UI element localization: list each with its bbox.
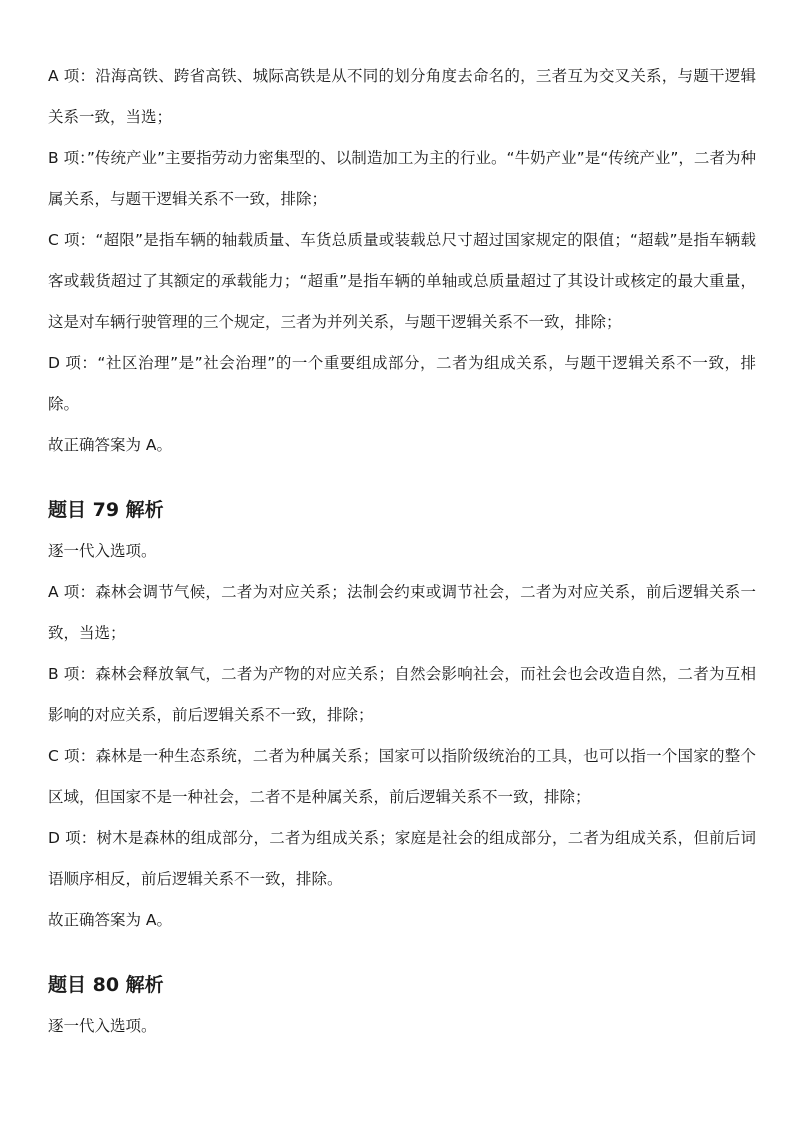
paragraph-intro: 逐一代入选项。 xyxy=(48,1017,157,1035)
section-title-79: 题目 79 解析 xyxy=(48,499,164,521)
paragraph-intro: 逐一代入选项。 xyxy=(48,542,157,560)
paragraph-option-d: D 项：“社区治理”是”社会治理”的一个重要组成部分，二者为组成关系，与题干逻辑关系不一致，排除。 xyxy=(48,354,756,413)
paragraph-option-b: B 项：森林会释放氧气，二者为产物的对应关系；自然会影响社会，而社会也会改造自然，二者为互相影响的对应关系，前后逻辑关系不一致，排除； xyxy=(48,665,756,724)
paragraph-answer: 故正确答案为 A。 xyxy=(48,911,173,929)
paragraph-option-c: C 项：森林是一种生态系统，二者为种属关系；国家可以指阶级统治的工具，也可以指一个国家的整个区域，但国家不是一种社会，二者不是种属关系，前后逻辑关系不一致，排除； xyxy=(48,747,756,806)
document-page xyxy=(48,56,756,1047)
paragraph-answer: 故正确答案为 A。 xyxy=(48,436,173,454)
section-80-body xyxy=(48,1006,756,1047)
paragraph-option-d: D 项：树木是森林的组成部分，二者为组成关系；家庭是社会的组成部分，二者为组成关系，但前后词语顺序相反，前后逻辑关系不一致，排除。 xyxy=(48,829,756,888)
paragraph-option-c: C 项：“超限”是指车辆的轴载质量、车货总质量或装载总尺寸超过国家规定的限值；“超载”是指车辆载客或载货超过了其额定的承载能力；“超重”是指车辆的单轴或总质量超过了其设计或核定的最大重量，这是对车辆行驶管理的三个规定，三者为并列关系，与题干逻辑关系不一致，排除； xyxy=(48,231,756,331)
section-title-80: 题目 80 解析 xyxy=(48,974,164,996)
section-prev-body xyxy=(48,56,756,466)
paragraph-option-a: A 项：沿海高铁、跨省高铁、城际高铁是从不同的划分角度去命名的，三者互为交叉关系，与题干逻辑关系一致，当选； xyxy=(48,67,756,126)
section-79-body xyxy=(48,531,756,941)
paragraph-option-a: A 项：森林会调节气候，二者为对应关系；法制会约束或调节社会，二者为对应关系，前后逻辑关系一致，当选； xyxy=(48,583,756,642)
paragraph-option-b: B 项：”传统产业”主要指劳动力密集型的、以制造加工为主的行业。“牛奶产业”是“传统产业”，二者为种属关系，与题干逻辑关系不一致，排除； xyxy=(48,149,756,208)
